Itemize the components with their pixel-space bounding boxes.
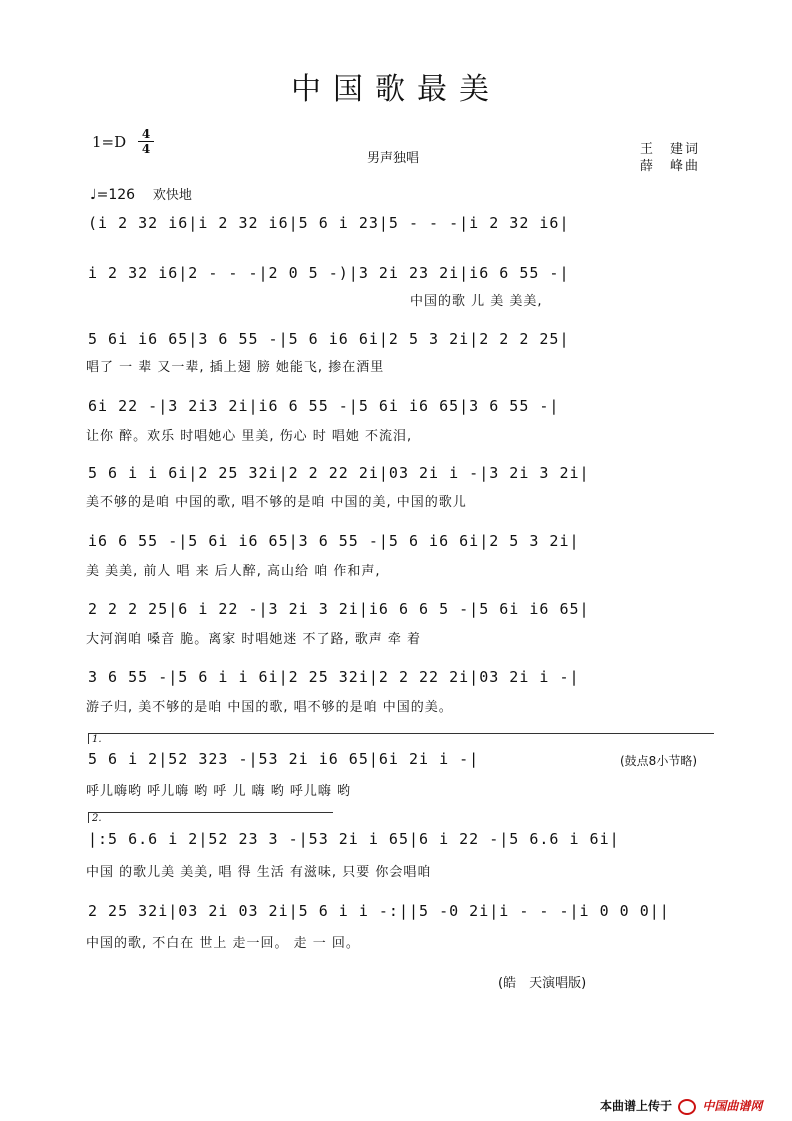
music-row-2: i 2 32 i6|2 - - -|2 0 5 -)|3 2i 23 2i|i6 6 55 -|: [88, 264, 570, 282]
lyric-row-11: 中国的歌, 不白在 世上 走一回。 走 一 回。: [86, 936, 360, 951]
time-signature-top: 4: [141, 127, 151, 141]
music-row-5: 5 6 i i 6i|2 25 32i|2 2 22 2i|03 2i i -|3 2i 3 2i|: [88, 464, 590, 482]
first-ending-bracket: [88, 733, 714, 744]
first-ending-number: 1.: [92, 734, 102, 745]
footer-site-name[interactable]: 中国曲谱网: [702, 1099, 763, 1113]
footer-uploaded-text: 本曲谱上传于: [600, 1099, 673, 1113]
music-row-4: 6i 22 -|3 2i3 2i|i6 6 55 -|5 6i i6 65|3 6 55 -|: [88, 397, 560, 415]
lyric-row-4: 让你 醉。欢乐 时唱她心 里美, 伤心 时 唱她 不流泪,: [86, 429, 413, 444]
footer: [600, 1097, 762, 1115]
lyric-row-3: 唱了 一 辈 又一辈, 插上翅 膀 她能飞, 掺在酒里: [86, 360, 385, 375]
music-row-1: (i 2 32 i6|i 2 32 i6|5 6 i 23|5 - - -|i 2 32 i6|: [88, 214, 570, 232]
lyric-row-2: 中国的歌 儿 美 美美,: [410, 294, 543, 309]
time-signature-bottom: 4: [141, 142, 151, 156]
music-row-7: 2 2 2 25|6 i 22 -|3 2i 3 2i|i6 6 6 5 -|5 6i i6 65|: [88, 600, 590, 618]
lyric-row-10: 中国 的歌儿美 美美, 唱 得 生活 有滋味, 只要 你会唱咱: [86, 865, 432, 880]
lyric-row-6: 美 美美, 前人 唱 来 后人醉, 高山给 咱 作和声,: [86, 564, 381, 579]
tempo-marking: [90, 184, 192, 203]
music-row-6: i6 6 55 -|5 6i i6 65|3 6 55 -|5 6 i6 6i|2 5 3 2i|: [88, 532, 580, 550]
music-row-3: 5 6i i6 65|3 6 55 -|5 6 i6 6i|2 5 3 2i|2 2 2 25|: [88, 330, 570, 348]
music-row-9: 5 6 i 2|52 323 -|53 2i i6 65|6i 2i i -|: [88, 750, 480, 768]
lyric-row-8: 游子归, 美不够的是咱 中国的歌, 唱不够的是咱 中国的美。: [86, 700, 453, 715]
time-signature: [138, 128, 154, 155]
lyric-row-9: 呼儿嗨哟 呼儿嗨 哟 呼 儿 嗨 哟 呼儿嗨 哟: [86, 784, 352, 799]
lyric-row-7: 大河润咱 嗓音 脆。离家 时唱她迷 不了路, 歌声 牵 着: [86, 632, 422, 647]
composer-credit: 薛 峰曲: [640, 159, 701, 174]
second-ending-bracket: [88, 812, 333, 823]
drum-interlude-note: (鼓点8小节略): [620, 754, 697, 768]
lyricist-credit: 王 建词: [640, 142, 701, 157]
music-row-10: |:5 6.6 i 2|52 23 3 -|53 2i i 65|6 i 22 -|5 6.6 i 6i|: [88, 830, 620, 848]
song-title: 中国歌最美: [291, 72, 501, 107]
second-ending-number: 2.: [92, 813, 102, 824]
key-signature: 1=D: [92, 133, 127, 151]
lyric-row-5: 美不够的是咱 中国的歌, 唱不够的是咱 中国的美, 中国的歌儿: [86, 495, 467, 510]
music-row-11: 2 25 32i|03 2i 03 2i|5 6 i i -:||5 -0 2i|i - - -|i 0 0 0||: [88, 902, 670, 920]
tempo-style: 欢快地: [152, 188, 192, 203]
music-row-8: 3 6 55 -|5 6 i i 6i|2 25 32i|2 2 22 2i|03 2i i -|: [88, 668, 580, 686]
site-logo-icon: [678, 1099, 696, 1115]
voice-type: 男声独唱: [367, 151, 420, 166]
tempo-mark: ♩=126: [90, 187, 136, 203]
version-note: (皓 天演唱版): [498, 976, 587, 991]
